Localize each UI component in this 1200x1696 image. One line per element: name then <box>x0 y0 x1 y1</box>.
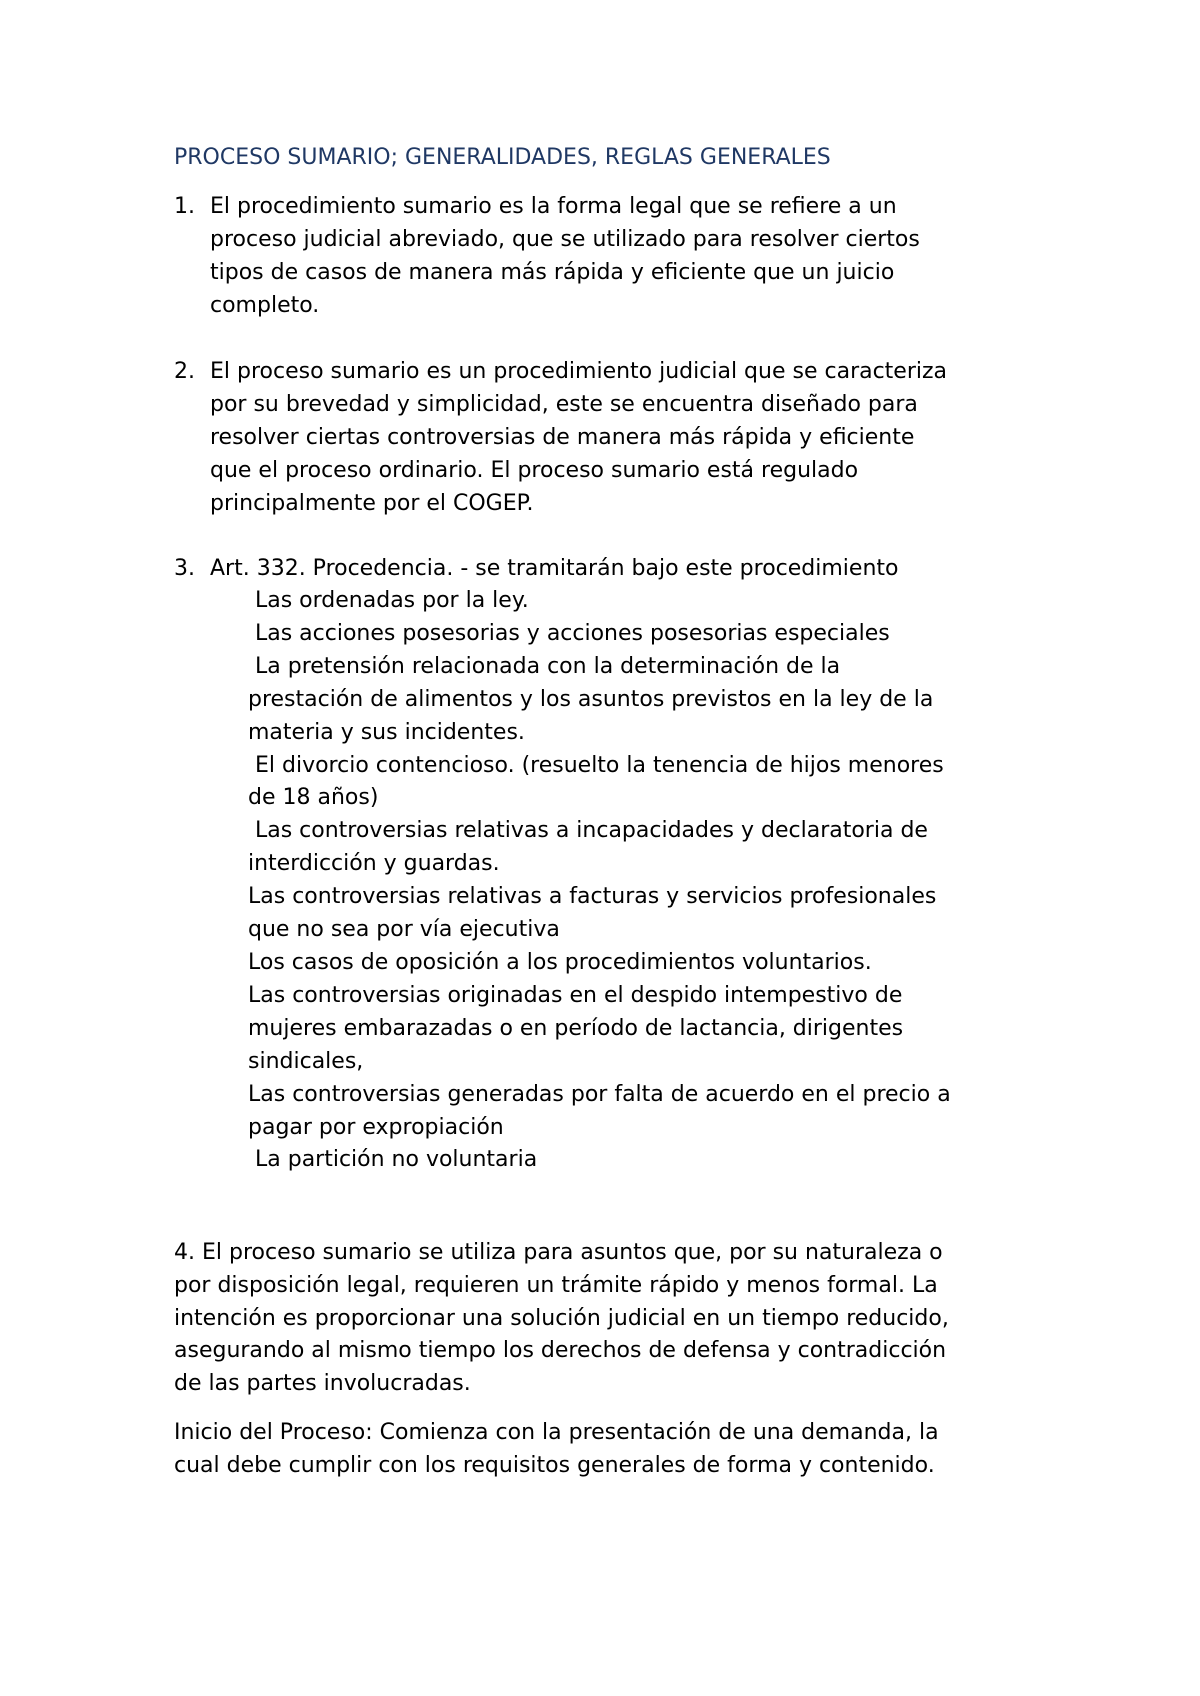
sublist-line: El divorcio contencioso. (resuelto la tenencia de hijos menores <box>248 752 944 778</box>
sublist-line: mujeres embarazadas o en período de lactancia, dirigentes <box>248 1015 904 1041</box>
list-item-3 <box>174 552 1074 585</box>
item2-line: por su brevedad y simplicidad, este se encuentra diseñado para <box>210 392 918 417</box>
sublist-line: interdicción y guardas. <box>248 851 500 877</box>
list-number-3: 3. <box>174 556 195 581</box>
paragraph-line: Inicio del Proceso: Comienza con la presentación de una demanda, la <box>174 1420 939 1445</box>
sublist-line: Las controversias relativas a incapacidades y declaratoria de <box>248 818 928 844</box>
sublist-line: de 18 años) <box>248 785 379 811</box>
list-number-2: 2. <box>174 359 195 384</box>
item2-line: El proceso sumario es un procedimiento judicial que se caracteriza <box>210 359 948 384</box>
sublist-line: materia y sus incidentes. <box>248 719 525 745</box>
item1-line: El procedimiento sumario es la forma legal que se refiere a un <box>210 194 897 219</box>
paragraph-line: 4. El proceso sumario se utiliza para asuntos que, por su naturaleza o <box>174 1240 943 1265</box>
sublist-line: prestación de alimentos y los asuntos previstos en la ley de la <box>248 686 934 712</box>
procedencia-sublist <box>248 585 951 1177</box>
sublist-line: La pretensión relacionada con la determinación de la <box>248 653 841 679</box>
list-number-1: 1. <box>174 194 195 219</box>
list-item-2 <box>174 355 1074 520</box>
item1-line: proceso judicial abreviado, que se utilizado para resolver ciertos <box>210 227 920 252</box>
sublist-line: La partición no voluntaria <box>248 1147 538 1173</box>
paragraph-line: cual debe cumplir con los requisitos generales de forma y contenido. <box>174 1452 935 1478</box>
item2-line: resolver ciertas controversias de manera más rápida y eficiente <box>210 425 915 450</box>
sublist-line: Las controversias generadas por falta de acuerdo en el precio a <box>248 1081 951 1107</box>
sublist-line: que no sea por vía ejecutiva <box>248 917 560 943</box>
paragraph-line: por disposición legal, requieren un trámite rápido y menos formal. La <box>174 1272 938 1298</box>
sublist-line: Los casos de oposición a los procedimientos voluntarios. <box>248 949 872 975</box>
paragraph-line: asegurando al mismo tiempo los derechos de defensa y contradicción <box>174 1338 947 1364</box>
item3-intro: Art. 332. Procedencia. - se tramitarán bajo este procedimiento <box>210 556 899 581</box>
item2-line: que el proceso ordinario. El proceso sumario está regulado <box>210 458 859 483</box>
item1-line: tipos de casos de manera más rápida y eficiente que un juicio <box>210 260 895 285</box>
paragraph-4 <box>174 1237 949 1401</box>
item2-line: principalmente por el COGEP. <box>210 491 534 516</box>
sublist-line: Las controversias relativas a facturas y servicios profesionales <box>248 884 937 910</box>
sublist-line: pagar por expropiación <box>248 1114 504 1140</box>
paragraph-5 <box>174 1417 939 1483</box>
paragraph-line: intención es proporcionar una solución judicial en un tiempo reducido, <box>174 1305 949 1331</box>
sublist-line: Las ordenadas por la ley. <box>248 588 529 613</box>
sublist-line: sindicales, <box>248 1048 364 1074</box>
sublist-line: Las controversias originadas en el despido intempestivo de <box>248 982 903 1008</box>
paragraph-line: de las partes involucradas. <box>174 1371 471 1397</box>
list-item-1 <box>174 190 1074 322</box>
document-heading: PROCESO SUMARIO; GENERALIDADES, REGLAS GENERALES <box>174 145 831 170</box>
item1-line: completo. <box>210 293 320 318</box>
sublist-line: Las acciones posesorias y acciones posesorias especiales <box>248 620 890 646</box>
